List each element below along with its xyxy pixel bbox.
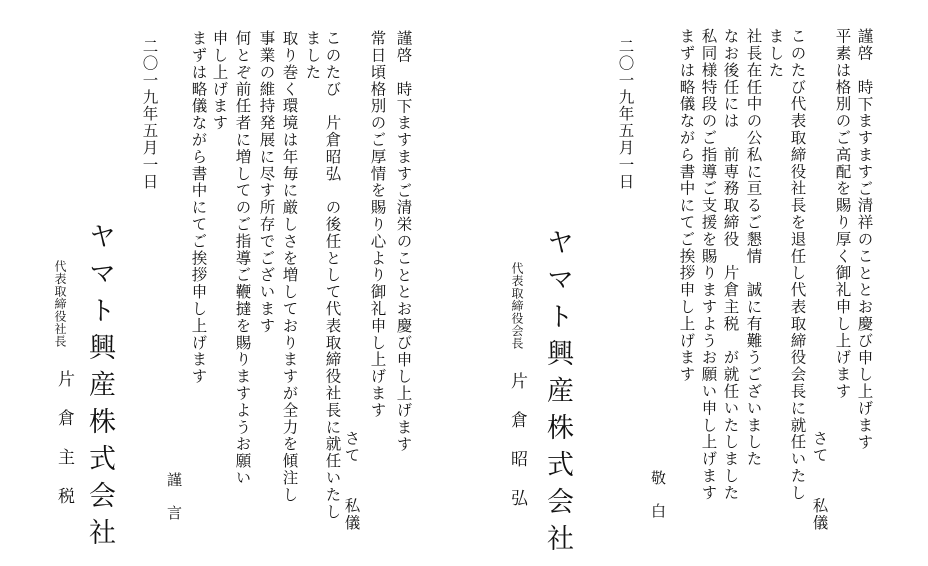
signer-title: 代表取締役社長 [53,260,67,348]
body-line: 常日頃格別のご厚情を賜り心より御礼申し上げます [368,30,387,419]
signer-title: 代表取締役会長 [510,262,524,350]
signer-name: 片倉昭弘 [507,372,527,528]
date: 二〇一九年五月一日 [616,38,635,191]
body-line: このたび代表取締役社長を退任し代表取締役会長に就任いたし [788,28,807,502]
closing-word: 敬 白 [649,470,667,520]
company-name: ヤマト興産株式会社 [542,228,573,561]
body-line: 時下ますますご清栄のこととお慶び申し上げます [394,80,413,453]
right-letter [464,0,928,566]
date: 二〇一九年五月一日 [140,38,159,191]
body-line: まずは略儀ながら書中にてご挨拶申し上げます [677,28,696,383]
body-line: 事業の維持発展に尽す所存でございます [257,30,276,335]
body-line: 私同様特段のご指導ご支援を賜りますようお願い申し上げます [699,28,718,502]
body-line: なお後任には 前専務取締役 片倉主税 が就任いたしました [721,28,740,502]
body-line: さて 私儀 [810,430,829,532]
body-line: ました [766,28,785,79]
body-line: ました [303,30,322,81]
body-line: さて 私儀 [342,430,361,532]
body-line: 社長在任中の公私に亘るご懇情 誠に有難うございました [744,28,763,468]
signer-name: 片倉主税 [54,370,74,526]
body-line: 取り巻く環境は年毎に厳しさを増しておりますが全力を傾注し [280,30,299,504]
closing-word: 謹 言 [165,472,183,522]
company-name: ヤマト興産株式会社 [84,222,115,555]
opening-line [395,30,411,453]
opening-line [856,28,872,451]
body-line: 平素は格別のご高配を賜り厚く御礼申し上げます [833,28,852,400]
opening-word: 謹啓 [855,28,874,62]
body-line: このたび 片倉昭弘 の後任として代表取締役社長に就任いたし [323,30,342,521]
body-line: 時下ますますご清祥のこととお慶び申し上げます [855,78,874,451]
body-line: 何とぞ前任者に増してのご指導ご鞭撻を賜りますようお願い [233,30,252,487]
body-line: 申し上げます [210,30,229,132]
body-line: まずは略儀ながら書中にてご挨拶申し上げます [189,30,208,385]
opening-word: 謹啓 [394,30,413,64]
